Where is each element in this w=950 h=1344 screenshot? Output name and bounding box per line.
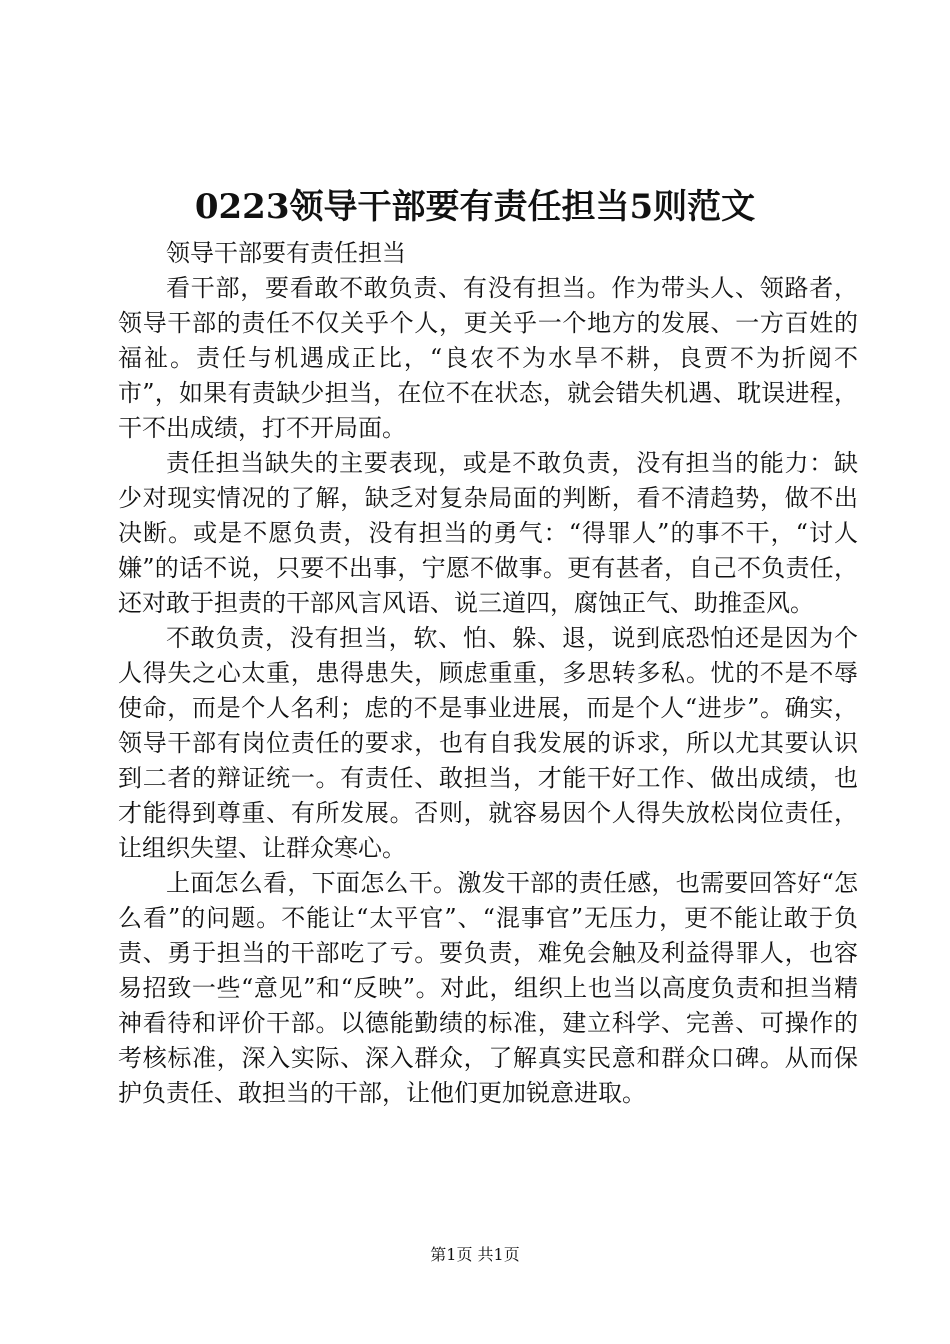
paragraph-4: 上面怎么看，下面怎么干。激发干部的责任感，也需要回答好“怎么看”的问题。不能让“太平官”、“混事官”无压力，更不能让敢于负责、勇于担当的干部吃了亏。要负责，难免会触及利益得罪人，也容易招致一些“意见”和“反映”。对此，组织上也当以高度负责和担当精神看待和评价干部。以德能勤绩的标准，建立科学、完善、可操作的考核标准，深入实际、深入群众，了解真实民意和群众口碑。从而保护负责任、敢担当的干部，让他们更加锐意进取。 (118, 869, 858, 1107)
document-body (118, 236, 858, 1111)
paragraph-2: 责任担当缺失的主要表现，或是不敢负责，没有担当的能力：缺少对现实情况的了解，缺乏对复杂局面的判断，看不清趋势，做不出决断。或是不愿负责，没有担当的勇气：“得罪人”的事不干，“讨人嫌”的话不说，只要不出事，宁愿不做事。更有甚者，自己不负责任，还对敢于担责的干部风言风语、说三道四，腐蚀正气、助推歪风。 (118, 449, 858, 617)
page-footer: 第1页 共1页 (430, 1245, 520, 1264)
document-subtitle: 领导干部要有责任担当 (166, 239, 406, 267)
document-title: 0223领导干部要有责任担当5则范文 (194, 187, 756, 227)
paragraph-3: 不敢负责，没有担当，软、怕、躲、退，说到底恐怕还是因为个人得失之心太重，患得患失，顾虑重重，多思转多私。忧的不是不辱使命，而是个人名利；虑的不是事业进展，而是个人“进步”。确实，领导干部有岗位责任的要求，也有自我发展的诉求，所以尤其要认识到二者的辩证统一。有责任、敢担当，才能干好工作、做出成绩，也才能得到尊重、有所发展。否则，就容易因个人得失放松岗位责任，让组织失望、让群众寒心。 (118, 624, 858, 862)
paragraph-1: 看干部，要看敢不敢负责、有没有担当。作为带头人、领路者，领导干部的责任不仅关乎个人，更关乎一个地方的发展、一方百姓的福祉。责任与机遇成正比，“良农不为水旱不耕，良贾不为折阅不市”，如果有责缺少担当，在位不在状态，就会错失机遇、耽误进程，干不出成绩，打不开局面。 (118, 274, 858, 442)
